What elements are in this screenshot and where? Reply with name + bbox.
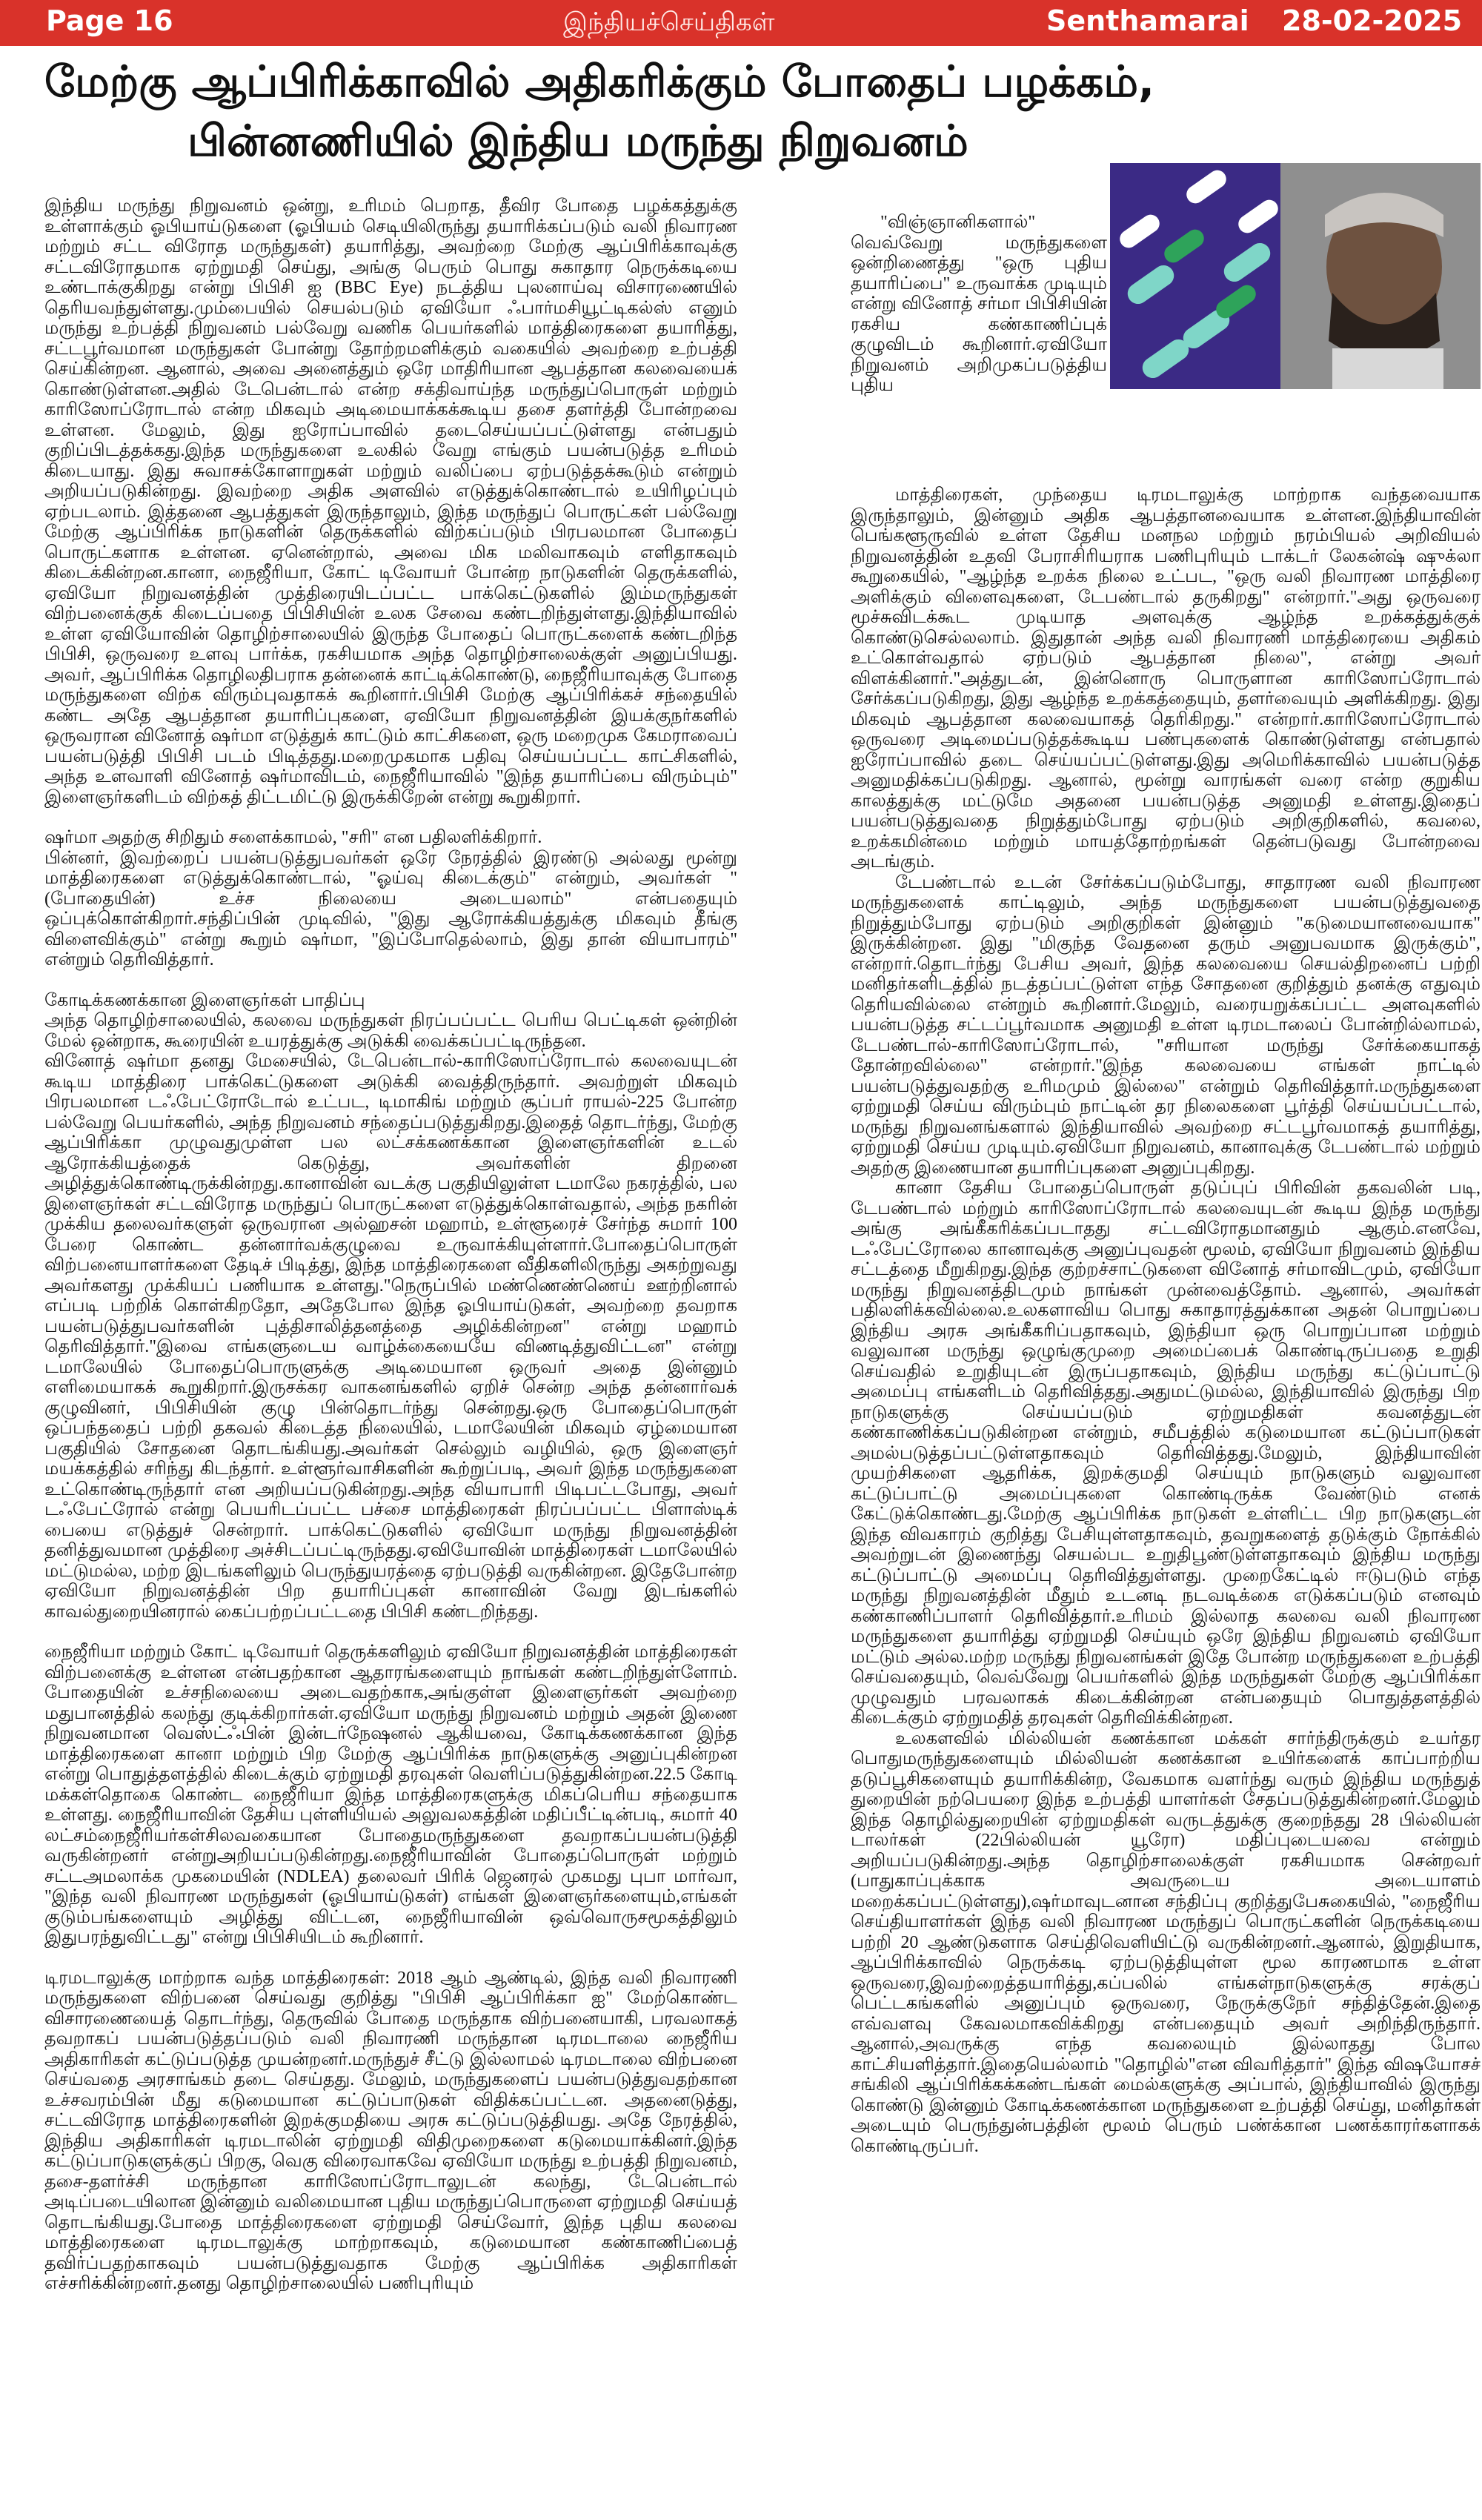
page-number: Page 16 <box>46 4 173 37</box>
portrait-photo <box>1110 163 1481 389</box>
article-paragraph: கோடிக்கணக்கான இளைஞர்கள் பாதிப்பு அந்த தொழிற்சாலையில், கலவை மருந்துகள் நிரப்பப்பட்ட பெரிய பெட்டிகள் ஒன்றின் மேல் ஒன்றாக, கூரையின் உயரத்துக்கு அடுக்கி வைக்கப்பட்டிருந்தன. வினோத் ஷர்மா தனது மேசையில், டேபென்டால்-காரிஸோப்ரோடால் கலவையுடன் கூடிய மாத்திரை பாக்கெட்டுகளை அடுக்கி வைத்திருந்தார். அவற்றுள் மிகவும் பிரபலமான டஃபேட்ரோடோல் உட்பட, டிமாகிங் மற்றும் சூப்பர் ராயல்-225 போன்ற பல்வேறு பெயர்களில், அந்த நிறுவனம் சந்தைப்படுத்துகிறது.இதைத் தொடர்ந்து, மேற்கு ஆப்பிரிக்கா முழுவதுமுள்ள பல லட்சக்கணக்கான இளைஞர்களின் உடல் ஆரோக்கியத்தைக் கெடுத்து, அவர்களின் திறனை அழித்துக்கொண்டிருக்கின்றது.கானாவின் வடக்கு பகுதியிலுள்ள டமாலே நகரத்தில், பல இளைஞர்கள் சட்டவிரோத மருந்துப் பொருட்களை எடுத்துக்கொள்வதால், அந்த நகரின் முக்கிய தலைவர்களுள் ஒருவரான அல்ஹசன் மஹாம், உள்ளூரைச் சேர்ந்த சுமார் 100 பேரை கொண்ட தன்னார்வக்குழுவை உருவாக்கியுள்ளார்.போதைப்பொருள் விற்பனையாளர்களை தேடிச் பிடித்து, இந்த மாத்திரைகளை வீதிகளிலிருந்து அகற்றுவது அவர்களது முக்கியப் பணியாக உள்ளது."நெருப்பில் மண்ணெண்ணெய் ஊற்றினால் எப்படி பற்றிக் கொள்கிறதோ, அதேபோல இந்த ஓபியாய்டுகள், அவற்றை தவறாக பயன்படுத்துபவர்களின் புத்திசாலித்தனத்தை அழிக்கின்றன" என்று மஹாம் தெரிவித்தார்."இவை எங்களுடைய வாழ்க்கையையே விணடித்துவிட்டன" என்று டமாலேயில் போதைப்பொருளுக்கு அடிமையான ஒருவர் அதை இன்னும் எளிமையாகக் கூறுகிறார்.இருசக்கர வாகனங்களில் ஏறிச் சென்ற அந்த தன்னார்வக் குழுவினர், பிபிசியின் குழு பின்தொடர்ந்து சென்றது.ஒரு போதைப்பொருள் ஒப்பந்ததைப் பற்றி தகவல் கிடைத்த நிலையில், டமாலேயின் மிகவும் ஏழ்மையான பகுதியில் சோதனை தொடங்கியது.அவர்கள் செல்லும் வழியில், ஒரு இளைஞர் மயக்கத்தில் சரிந்து கிடந்தார். உள்ளூர்வாசிகளின் கூற்றுப்படி, அவர் இந்த மருந்துகளை உட்கொண்டிருந்தார் என அறியப்படுகின்றது.அந்த வியாபாரி பிடிபட்டபோது, அவர் டஃபேட்ரோல் என்று பெயரிடப்பட்ட பச்சை மாத்திரைகள் நிரப்பப்பட்ட பிளாஸ்டிக் பையை எடுத்துச் சென்றார். பாக்கெட்டுகளில் ஏவியோ மருந்து நிறுவனத்தின் தனித்துவமான முத்திரை அச்சிடப்பட்டிருந்தது.ஏவியோவின் மாத்திரைகள் டமாலேயில் மட்டுமல்ல, மற்ற இடங்களிலும் பெருந்துயரத்தை ஏற்படுத்தி வருகின்றன. இதேபோன்ற ஏவியோ நிறுவனத்தின் பிற தயாரிப்புகள் கானாவின் வேறு இடங்களில் காவல்துறையினரால் கைப்பற்றப்பட்டதை பிபிசி கண்டறிந்தது. <box>44 990 738 1622</box>
article-paragraph: ஷர்மா அதற்கு சிறிதும் சளைக்காமல், "சரி" என பதிலளிக்கிறார். பின்னர், இவற்றைப் பயன்படுத்துபவர்கள் ஒரே நேரத்தில் இரண்டு அல்லது மூன்று மாத்திரைகளை எடுத்துக்கொண்டால், "ஓய்வு கிடைக்கும்" என்றும், அவர்கள் "(போதையின்) உச்ச நிலையை அடையலாம்" என்பதையும் ஒப்புக்கொள்கிறார்.சந்திப்பின் முடிவில், "இது ஆரோக்கியத்துக்கு மிகவும் தீங்கு விளைவிக்கும்" என்று கூறும் ஷர்மா, "இப்போதெல்லாம், இது தான் வியாபாரம்" என்றும் தெரிவித்தார். <box>44 828 738 969</box>
section-title: இந்தியச்செய்திகள் <box>563 7 775 37</box>
headline <box>44 52 1155 170</box>
publication-name: Senthamarai <box>1046 4 1249 37</box>
headline-line-2: பின்னணியில் இந்திய மருந்து நிறுவனம் <box>187 116 968 166</box>
article-paragraph: உலகளவில் மில்லியன் கணக்கான மக்கள் சார்ந்திருக்கும் உயர்தர பொதுமருந்துகளையும் மில்லியன் கணக்கான உயிர்களைக் காப்பாற்றிய தடுப்பூசிகளையும் தயாரிக்கின்ற, வேகமாக வளர்ந்து வரும் இந்திய மருந்துத் துறையின் நற்பெயரை இந்த உற்பத்தி யாளர்கள் சேதப்படுத்துகின்றனர்.மேலும் இந்த தொழில்துறையின் ஏற்றுமதிகள் வருடத்துக்கு குறைந்தது 28 பில்லியன் டாலர்கள் (22பில்லியன் யூரோ) மதிப்புடையவை என்றும் அறியப்படுகின்றது.அந்த தொழிற்சாலைக்குள் ரகசியமாக சென்றவர் (பாதுகாப்புக்காக அவருடைய அடையாளம் மறைக்கப்பட்டுள்ளது),ஷர்மாவுடனான சந்திப்பு குறித்துபேசுகையில், "நைஜீரிய செய்தியாளர்கள் இந்த வலி நிவாரண மருந்துப் பொருட்களின் நெருக்கடியை பற்றி 20 ஆண்டுகளாக செய்திவெளியிட்டு வருகின்றனர்.ஆனால், இறுதியாக, ஆப்பிரிக்காவில் நெருக்கடி ஏற்படுத்தியுள்ள மூல காரணமாக உள்ள ஒருவரை,இவற்றைத்தயாரித்து,கப்பலில் எங்கள்நாடுகளுக்கு சரக்குப் பெட்டகங்களில் அனுப்பும் ஒருவரை, நேருக்குநேர் சந்தித்தேன்.இதை எவ்வளவு கேவலமாகவிக்கிறது என்பதையும் அவர் அறிந்திருந்தார். ஆனால்,அவருக்கு எந்த கவலையும் இல்லாதது போல காட்சியளித்தார்.இதையெல்லாம் "தொழில்"என விவரித்தார்" இந்த விஷயோசச் சங்கிலி ஆப்பிரிக்கக்கண்டங்கள் மைல்களுக்கு அப்பால், இந்தியாவில் இருந்து கொண்டு இன்னும் கோடிக்கணக்கான மருந்துகளை உற்பத்தி செய்து, மனிதர்கள் அடையும் பெருந்துன்பத்தின் மூலம் பெரும் பண்க்கான பணக்காரர்களாகக் கொண்டிருப்பர். <box>851 1728 1481 2156</box>
article-paragraph: நைஜீரியா மற்றும் கோட் டிவோயர் தெருக்களிலும் ஏவியோ நிறுவனத்தின் மாத்திரைகள் விற்பனைக்கு உள்ளன என்பதற்கான ஆதாரங்களையும் நாங்கள் கண்டறிந்துள்ளோம். போதையின் உச்சநிலையை அடைவதற்காக,அங்குள்ள இளைஞர்கள் அவற்றை மதுபானத்தில் கலந்து குடிக்கிறார்கள்.ஏவியோ மருந்து நிறுவனம் மற்றும் அதன் இணை நிறுவனமான வெஸ்ட்ஃபின் இன்டர்நேஷனல் ஆகியவை, கோடிக்கணக்கான இந்த மாத்திரைகளை கானா மற்றும் பிற மேற்கு ஆப்பிரிக்க நாடுகளுக்கு அனுப்புகின்றன என்று பொதுத்தளத்தில் கிடைக்கும் ஏற்றுமதி தரவுகள் வெளிப்படுத்துகின்றன.22.5 கோடி மக்கள்தொகை கொண்ட நைஜீரியா இந்த மாத்திரைகளுக்கு மிகப்பெரிய சந்தையாக உள்ளது. நைஜீரியாவின் தேசிய புள்ளியியல் அலுவலகத்தின் மதிப்பீட்டின்படி, சுமார் 40 லட்சம்நைஜீரியர்கள்சிலவகையான போதைமருந்துகளை தவறாகப்பயன்படுத்தி வருகின்றனர் என்றுஅறியப்படுகின்றது.நைஜீரியாவின் போதைப்பொருள் மற்றும் சட்டஅமலாக்க முகமையின் (NDLEA) தலைவர் பிரிக் ஜெனரல் முகமது புபா மார்வா, "இந்த வலி நிவாரண மருந்துகள் (ஓபியாய்டுகள்) எங்கள் இளைஞர்களையும்,எங்கள் குடும்பங்களையும் அழித்து விட்டன, நைஜீரியாவின் ஒவ்வொருசமூகத்திலும் இதுபரந்துவிட்டது" என்று பிபிசியிடம் கூறினார். <box>44 1642 737 1947</box>
article-paragraph: டிரமடாலுக்கு மாற்றாக வந்த மாத்திரைகள்: 2018 ஆம் ஆண்டில், இந்த வலி நிவாரணி மருந்துகளை விற்பனை செய்வது குறித்து "பிபிசி ஆப்பிரிக்கா ஐ" மேற்கொண்ட விசாரணையைத் தொடர்ந்து, தெருவில் போதை மருந்தாக விற்பனையாகி, பரவலாகத் தவறாகப் பயன்படுத்தப்படும் வலி நிவாரணி மருந்தான டிரமடாலை நைஜீரிய அதிகாரிகள் கட்டுப்படுத்த முயன்றனர்.மருந்துச் சீட்டு இல்லாமல் டிரமடாலை விற்பனை செய்வதை அரசாங்கம் தடை செய்தது. மேலும், மருந்துகளைப் பயன்படுத்துவதற்கான உச்சவரம்பின் மீது கடுமையான கட்டுப்பாடுகள் விதிக்கப்பட்டன. அதனைடுத்து, சட்டவிரோத மாத்திரைகளின் இறக்குமதியை அரசு கட்டுப்படுத்தியது. அதே நேரத்தில், இந்திய அதிகாரிகள் டிரமடாலின் ஏற்றுமதி விதிமுறைகளை கடுமையாக்கினர்.இந்த கட்டுப்பாடுகளுக்குப் பிறகு, வெகு விரைவாகவே ஏவியோ மருந்து உற்பத்தி நிறுவனம், தசை-தளர்ச்சி மருந்தான காரிஸோப்ரோடாலுடன் கலந்து, டேபென்டால் அடிப்படையிலான இன்னும் வலிமையான புதிய மருந்துப்பொருளை ஏற்றுமதி செய்யத் தொடங்கியது.போதை மாத்திரைகளை ஏற்றுமதி செய்வோர், இந்த புதிய கலவை மாத்திரைகளை டிரமடாலுக்கு மாற்றாகவும், கடுமையான கண்காணிப்பைத் தவிர்ப்பதற்காகவும் பயன்படுத்துவதாக மேற்கு ஆப்பிரிக்க அதிகாரிகள் எச்சரிக்கின்றனர்.தனது தொழிற்சாலையில் பணிபுரியும் <box>44 1968 738 2293</box>
header-bar <box>0 0 1482 46</box>
article-column-right-top <box>851 213 1107 485</box>
headline-line-1: மேற்கு ஆப்பிரிக்காவில் அதிகரிக்கும் போதைப் பழக்கம், <box>44 56 1155 107</box>
article-paragraph: மாத்திரைகள், முந்தைய டிரமடாலுக்கு மாற்றாக வந்தவையாக இருந்தாலும், இன்னும் அதிக ஆபத்தானவையாக உள்ளன.இந்தியாவின் பெங்களூருவில் உள்ள தேசிய மனநல மற்றும் நரம்பியல் அறிவியல் நிறுவனத்தின் உதவி பேராசிரியராக பணிபுரியும் டாக்டர் லேகன்ஷ் ஷுக்லா கூறுகையில், "ஆழ்ந்த உறக்க நிலை உட்பட, "ஒரு வலி நிவாரண மாத்திரை அளிக்கும் விளைவுகளை, டேபண்டால் தருகிறது" என்றார்."அது ஒருவரை மூச்சுவிடக்கூட முடியாத அளவுக்கு ஆழ்ந்த உறக்கத்துக்குக் கொண்டுசெல்லலாம். இதுதான் அந்த வலி நிவாரணி மாத்திரையை அதிகம் உட்கொள்வதால் ஏற்படும் ஆபத்தான நிலை", என்று அவர் விளக்கினார்."அத்துடன், இன்னொரு பொருளான காரிஸோப்ரோடால் சேர்க்கப்படுகிறது, இது ஆழ்ந்த உறக்கத்தையும், தளர்வையும் அளிக்கிறது. இது மிகவும் ஆபத்தான கலவையாகத் தெரிகிறது." என்றார்.காரிஸோப்ரோடால் ஒருவரை அடிமைப்படுத்தக்கூடிய பண்புகளைக் கொண்டுள்ளது என்பதால் ஐரோப்பாவில் தடை செய்யப்பட்டுள்ளது.இது அமெரிக்காவில் பயன்படுத்த அனுமதிக்கப்படுகிறது. ஆனால், மூன்று வாரங்கள் வரை என்ற குறுகிய காலத்துக்கு மட்டுமே அதனை பயன்படுத்த அனுமதி உள்ளது.இதைப் பயன்படுத்துவதை நிறுத்தும்போது ஏற்படும் அறிகுறிகளில், கவலை, உறக்கமின்மை மற்றும் மாயத்தோற்றங்கள் தென்படுவது போன்றவை அடங்கும். <box>851 485 1481 872</box>
article-paragraph: "விஞ்ஞானிகளால்" வெவ்வேறு மருந்துகளை ஒன்றிணைத்து "ஒரு புதிய தயாரிப்பை" உருவாக்க முடியும் என்று வினோத் சர்மா பிபிசியின் ரகசிய கண்காணிப்புக் குழுவிடம் கூறினார்.ஏவியோ நிறுவனம் அறிமுகப்படுத்திய புதிய <box>851 213 1107 395</box>
article-paragraph: இந்திய மருந்து நிறுவனம் ஒன்று, உரிமம் பெறாத, தீவிர போதை பழக்கத்துக்கு உள்ளாக்கும் ஓபியாய்டுகளை (ஓபியம் செடியிலிருந்து தயாரிக்கப்படும் வலி நிவாரண மற்றும் சட்ட விரோத மருந்துகள்) தயாரித்து, அவற்றை மேற்கு ஆப்பிரிக்காவுக்கு சட்டவிரோதமாக ஏற்றுமதி செய்து, அங்கு பெரும் பொது சுகாதார நெருக்கடியை உண்டாக்குகிறது என்று பிபிசி ஐ (BBC Eye) நடத்திய புலனாய்வு விசாரணையில் தெரியவந்துள்ளது.மும்பையில் செயல்படும் ஏவியோ ஃபார்மசியூட்டிகல்ஸ் எனும் மருந்து உற்பத்தி நிறுவனம் பல்வேறு வணிக பெயர்களில் மாத்திரைகளை தயாரித்து, சட்டபூர்வமான மருந்துகள் போன்று தோற்றமளிக்கும் வகையில் அவற்றை உற்பத்தி செய்கின்றன. ஆனால், அவை அனைத்தும் ஒரே மாதிரியான ஆபத்தான கலவையைக் கொண்டுள்ளன.அதில் டேபென்டால் என்ற சக்திவாய்ந்த மருந்துப்பொருள் மற்றும் காரிஸோப்ரோடால் என்ற மிகவும் அடிமையாக்கக்கூடிய தசை தளர்த்தி போன்றவை உள்ளன. மேலும், இது ஐரோப்பாவில் தடைசெய்யப்பட்டுள்ளது என்பதும் குறிப்பிடத்தக்கது.இந்த மருந்துகளை உலகில் வேறு எங்கும் பயன்படுத்த உரிமம் கிடையாது. இது சுவாசக்கோளாறுகள் மற்றும் வலிப்பை ஏற்படுத்தக்கூடும் என்றும் அறியப்படுகின்றது. இவற்றை அதிக அளவில் எடுத்துக்கொண்டால் உயிரிழப்பும் ஏற்படலாம். இத்தனை ஆபத்துகள் இருந்தாலும், இந்த மருந்துப் பொருட்கள் பல்வேறு மேற்கு ஆப்பிரிக்க நாடுகளின் தெருக்களில் விற்கப்படும் பிரபலமான போதைப் பொருட்களாக உள்ளன. ஏனென்றால், அவை மிக மலிவாகவும் எளிதாகவும் கிடைக்கின்றன.கானா, நைஜீரியா, கோட் டிவோயர் போன்ற நாடுகளின் தெருக்களில், ஏவியோ நிறுவனத்தின் முத்திரையிடப்பட்ட பாக்கெட்டுகளில் இம்மருந்துகள் விற்பனைக்குக் கிடைப்பதை பிபிசியின் உலக சேவை கண்டறிந்துள்ளது.இந்தியாவில் உள்ள ஏவியோவின் தொழிற்சாலையில் இருந்த போதைப் பொருட்களைக் கண்டறிந்த பிபிசி, ஒருவரை உளவு பார்க்க, ரகசியமாக அந்த தொழிற்சாலைக்குள் அனுப்பியது. அவர், ஆப்பிரிக்க தொழிலதிபராக தன்னைக் காட்டிக்கொண்டு, நைஜீரியாவுக்கு போதை மருந்துகளை விற்க விரும்புவதாகக் கூறினார்.பிபிசி மேற்கு ஆப்பிரிக்கச் சந்தையில் கண்ட அதே ஆபத்தான தயாரிப்புகளை, ஏவியோ நிறுவனத்தின் இயக்குநர்களில் ஒருவரான வினோத் ஷர்மா எடுத்துக் காட்டும் காட்சிகளை, ஒரு மறைமுக கேமராவைப் பயன்படுத்தி பிபிசி படம் பிடித்தது.மறைமுகமாக பதிவு செய்யப்பட்ட காட்சிகளில், அந்த உளவாளி வினோத் ஷர்மாவிடம், நைஜீரியாவில் "இந்த தயாரிப்பை விரும்பும்" இளைஞர்களிடம் விற்கத் திட்டமிட்டு இருக்கிறேன் என்று கூறுகிறார். <box>44 196 738 807</box>
publication-date: 28-02-2025 <box>1282 4 1463 37</box>
article-paragraph: டேபண்டால் உடன் சேர்க்கப்படும்போது, சாதாரண வலி நிவாரண மருந்துகளைக் காட்டிலும், அந்த மருந்துகளை பயன்படுத்துவதை நிறுத்தும்போது ஏற்படும் அறிகுறிகள் இன்னும் "கடுமையானவையாக" இருக்கின்றன. இது "மிகுந்த வேதனை தரும் அனுபவமாக இருக்கும்", என்றார்.தொடர்ந்து பேசிய அவர், இந்த கலவையை செயல்திறனைப் பற்றி மனிதர்களிடத்தில் நடத்தப்பட்டுள்ள எந்த சோதனை குறித்தும் தனக்கு எதுவும் தெரியவில்லை என்றும் கூறினார்.மேலும், வரையறுக்கப்பட்ட அளவுகளில் பயன்படுத்த சட்டப்பூர்வமாக அனுமதி உள்ள டிரமடாலைப் போன்றில்லாமல், டேபண்டால்-காரிஸோப்ரோடால், "சரியான மருந்து சேர்க்கையாகத் தோன்றவில்லை" என்றார்."இந்த கலவையை எங்கள் நாட்டில் பயன்படுத்துவதற்கு உரிமமும் இல்லை" என்றும் தெரிவித்தார்.மருந்துகளை ஏற்றுமதி செய்ய விரும்பும் நாட்டின் தர நிலைகளை பூர்த்தி செய்யப்பட்டால், மருந்து நிறுவனங்களால் இந்தியாவில் அவற்றை சட்டபூர்வமாகத் தயாரித்து, ஏற்றுமதி செய்ய முடியும்.ஏவியோ நிறுவனம், கானாவுக்கு டேபண்டால் மற்றும் அதற்கு இணையான தயாரிப்புகளை அனுப்புகிறது. <box>851 872 1481 1178</box>
article-paragraph: கானா தேசிய போதைப்பொருள் தடுப்புப் பிரிவின் தகவலின் படி, டேபண்டால் மற்றும் காரிஸோப்ரோடால் கலவையுடன் கூடிய இந்த மருந்து அங்கு அங்கீகரிக்கப்படாதது சட்டவிரோதமானதும் ஆகும்.எனவே, டஃபேட்ரோலை கானாவுக்கு அனுப்புவதன் மூலம், ஏவியோ நிறுவனம் இந்திய சட்டத்தை மீறுகிறது.இந்த குற்றச்சாட்டுகளை வினோத் சர்மாவிடமும், ஏவியோ மருந்து நிறுவனத்திடமும் நாங்கள் முன்வைத்தோம். ஆனால், அவர்கள் பதிலளிக்கவில்லை.உலகளாவிய பொது சுகாதாரத்துக்கான அதன் பொறுப்பை இந்திய அரசு அங்கீகரிப்பதாகவும், இந்தியா ஒரு பொறுப்பான மற்றும் வலுவான மருந்து ஒழுங்குமுறை அமைப்பைக் கொண்டிருப்பதை உறுதி செய்வதில் உறுதியுடன் இருப்பதாகவும், இந்திய மருந்து கட்டுப்பாட்டு அமைப்பு எங்களிடம் தெரிவித்தது.அதுமட்டுமல்ல, இந்தியாவில் இருந்து பிற நாடுகளுக்கு செய்யப்படும் ஏற்றுமதிகள் கவனத்துடன் கண்காணிக்கப்படுகின்றன என்றும், சமீபத்தில் கடுமையான கட்டுப்பாடுகள் அமல்படுத்தப்பட்டுள்ளதாகவும் தெரிவித்தது.மேலும், இந்தியாவின் முயற்சிகளை ஆதரிக்க, இறக்குமதி செய்யும் நாடுகளும் வலுவான கட்டுப்பாட்டு அமைப்புகளை கொண்டிருக்க வேண்டும் எனக் கேட்டுக்கொண்டது.மேற்கு ஆப்பிரிக்க நாடுகள் உள்ளிட்ட பிற நாடுகளுடன் இந்த விவகாரம் குறித்து பேசியுள்ளதாகவும், தவறுகளைத் தடுக்கும் நோக்கில் அவற்றுடன் இணைந்து செயல்பட உறுதிபூண்டுள்ளதாகவும் இந்திய மருந்து கட்டுப்பாட்டு அமைப்பு தெரிவித்துள்ளது. முறைகேட்டில் ஈடுபடும் எந்த மருந்து நிறுவனத்தின் மீதும் உடனடி நடவடிக்கை எடுக்கப்படும் எனவும் கண்காணிப்பாளர் தெரிவித்தார்.உரிமம் இல்லாத கலவை வலி நிவாரண மருந்துகளை தயாரித்து ஏற்றுமதி செய்யும் ஒரே இந்திய நிறுவனம் ஏவியோ மட்டும் அல்ல.மற்ற மருந்து நிறுவனங்கள் இதே போன்ற மருந்துகளை உற்பத்தி செய்வதையும், வெவ்வேறு பெயர்களில் இந்த மருந்துகள் மேற்கு ஆப்பிரிக்கா முழுவதும் பரவலாகக் கிடைக்கின்றன என்பதையும் பொதுத்தளத்தில் கிடைக்கும் ஏற்றுமதித் தரவுகள் தெரிவிக்கின்றன. <box>851 1178 1481 1728</box>
portrait-illustration <box>1110 163 1481 389</box>
article-column-right <box>851 485 1481 2516</box>
